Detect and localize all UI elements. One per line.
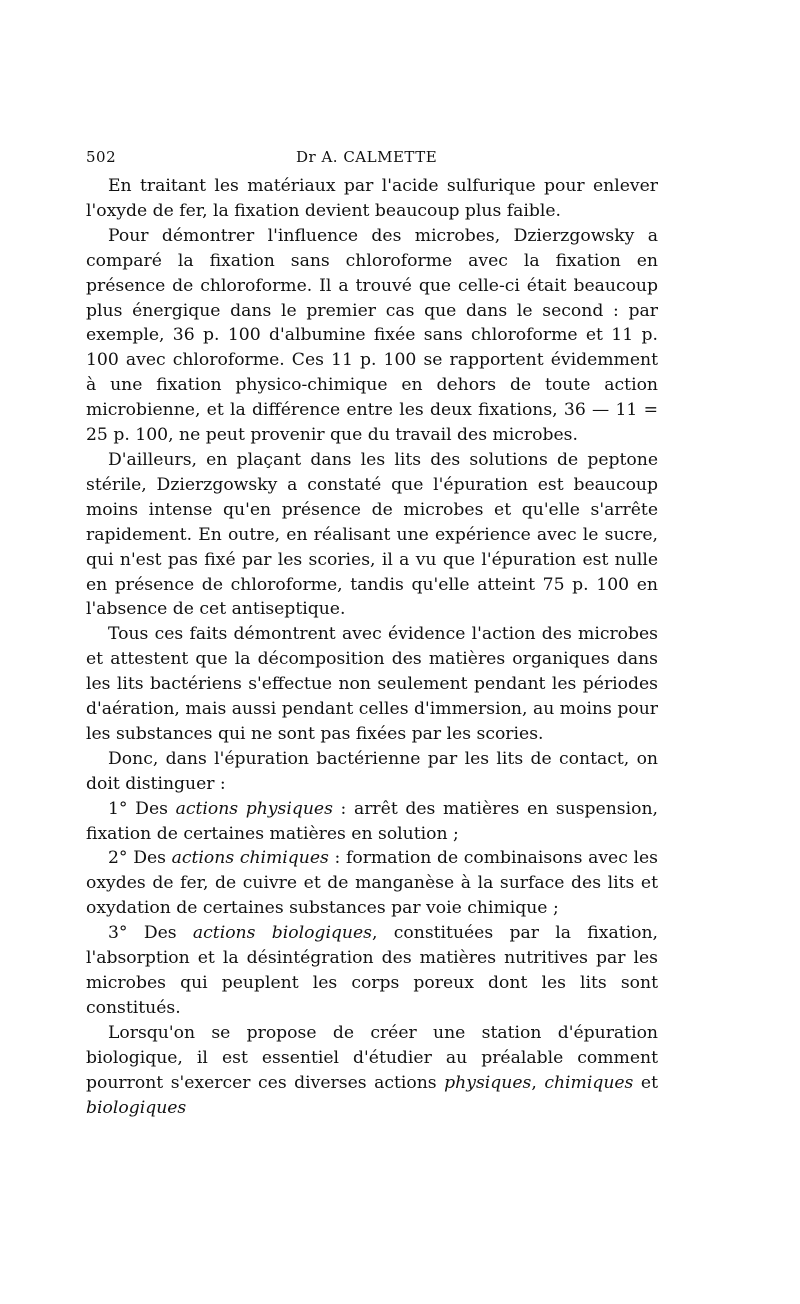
closing-emphasis-physical: physiques bbox=[444, 1072, 532, 1093]
paragraph-4: Tous ces faits démontrent avec évidence l'action des microbes et attestent que la décomposition des matières organiques dans les lits bactériens s'effectue non seulement pendant les périodes d'aération, mais aussi pendant celles d'immersion, au moins pour les substances qui ne sont pas fixées par les scories. bbox=[86, 624, 658, 744]
list-item-emphasis: actions biologiques bbox=[192, 923, 372, 944]
list-item-emphasis: actions physiques bbox=[175, 798, 333, 819]
book-page bbox=[86, 144, 658, 1120]
closing-emphasis-biological: biologiques bbox=[86, 1097, 187, 1118]
list-item-chemical-actions bbox=[86, 846, 658, 921]
list-item-text: : formation de combinaisons avec les oxydes de fer, de cuivre et de manganèse à la surface des lits et oxydation de certaines substances par voie chimique ; bbox=[86, 848, 658, 919]
closing-paragraph bbox=[86, 1021, 658, 1121]
list-item-prefix: 3° Des bbox=[108, 923, 193, 944]
list-item-text: : arrêt des matières en suspension, fixation de certaines matières en solution ; bbox=[86, 798, 658, 844]
list-item-biological-actions bbox=[86, 921, 658, 1021]
list-item-emphasis: actions chimiques bbox=[171, 848, 329, 869]
page-number: 502 bbox=[86, 148, 117, 166]
closing-text: Lorsqu'on se propose de créer une station d'épuration biologique, il est essentiel d'étudier au préalable comment pourront s'exercer ces diverses actions bbox=[86, 1022, 658, 1093]
list-item-prefix: 1° Des bbox=[108, 798, 176, 819]
running-head: Dr A. CALMETTE bbox=[296, 148, 438, 166]
closing-emphasis-chemical: chimiques bbox=[544, 1072, 634, 1093]
paragraph-3: D'ailleurs, en plaçant dans les lits des solutions de peptone stérile, Dzierzgowsky a constaté que l'épuration est beaucoup moins intense qu'en présence de microbes et qu'elle s'arrête rapidement. En outre, en réalisant une expérience avec le sucre, qui n'est pas fixé par les scories, il a vu que l'épuration est nulle en présence de chloroforme, tandis qu'elle atteint 75 p. 100 en l'absence de cet antiseptique. bbox=[86, 449, 658, 620]
list-item-prefix: 2° Des bbox=[108, 848, 172, 869]
list-item-physical-actions bbox=[86, 797, 658, 847]
closing-separator: et bbox=[633, 1072, 658, 1093]
page-header bbox=[86, 144, 658, 174]
closing-separator: , bbox=[531, 1072, 545, 1093]
paragraph-5: Donc, dans l'épuration bactérienne par les lits de contact, on doit distinguer : bbox=[86, 748, 658, 794]
body-text bbox=[86, 174, 658, 1120]
paragraph-1: En traitant les matériaux par l'acide sulfurique pour enlever l'oxyde de fer, la fixation devient beaucoup plus faible. bbox=[86, 176, 658, 221]
list-item-text: , constituées par la fixation, l'absorption et la désintégration des matières nutritives par les microbes qui peuplent les corps poreux dont les lits sont constitués. bbox=[86, 923, 658, 1018]
paragraph-2: Pour démontrer l'influence des microbes, Dzierzgowsky a comparé la fixation sans chloroforme avec la fixation en présence de chloroforme. Il a trouvé que celle-ci était beaucoup plus énergique dans le premier cas que dans le second : par exemple, 36 p. 100 d'albumine fixée sans chloroforme et 11 p. 100 avec chloroforme. Ces 11 p. 100 se rapportent évidemment à une fixation physico-chimique en dehors de toute action microbienne, et la différence entre les deux fixations, 36 — 11 = 25 p. 100, ne peut provenir que du travail des microbes. bbox=[86, 225, 658, 446]
